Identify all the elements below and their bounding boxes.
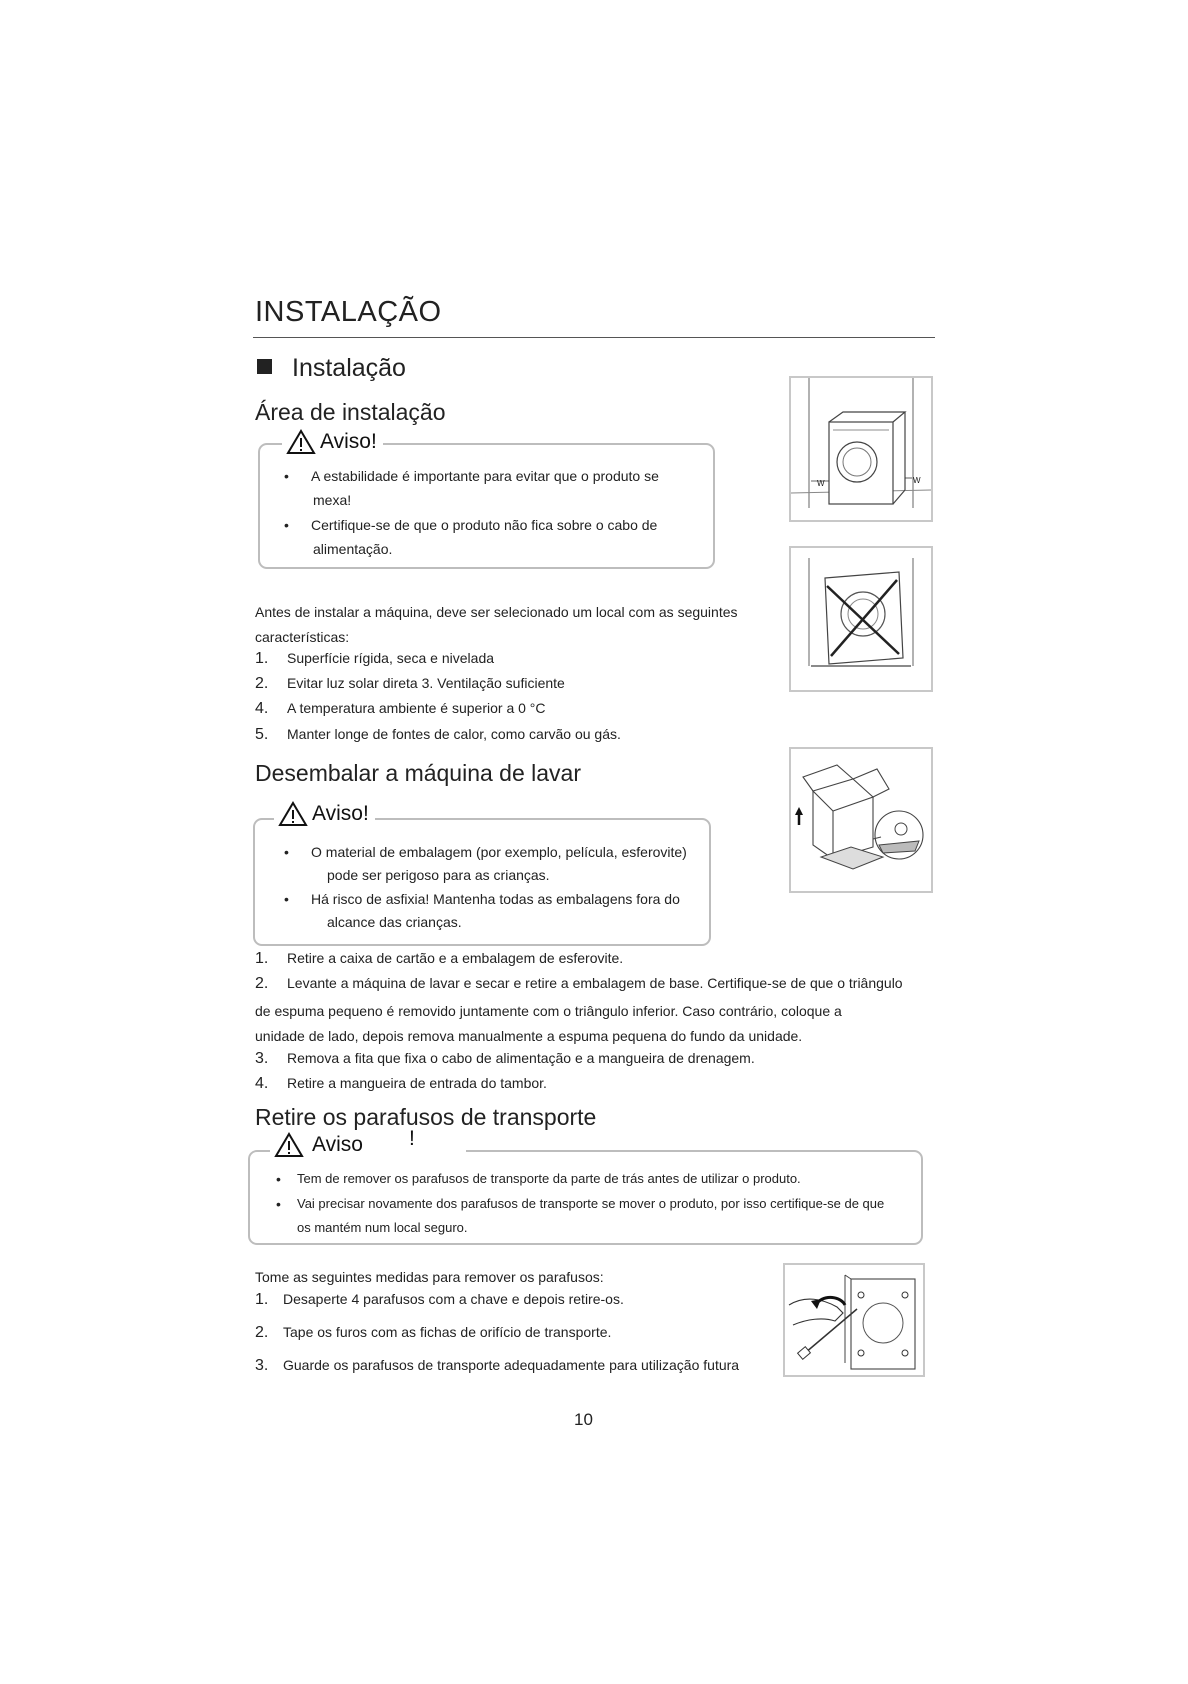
bolts-step: 1. Desaperte 4 parafusos com a chave e depois retire-os. [255,1291,624,1308]
page-title: INSTALAÇÃO [255,296,442,328]
figure-label-w-left: W [817,479,825,488]
figure-not-allowed [789,546,933,692]
unpack-step-cont: de espuma pequeno é removido juntamente com o triângulo inferior. Caso contrário, coloque a [255,1003,842,1019]
bolts-intro: Tome as seguintes medidas para remover os parafusos: [255,1269,604,1285]
area-warning-item-cont: alimentação. [313,541,393,557]
bolts-step: 3. Guarde os parafusos de transporte adequadamente para utilização futura [255,1357,740,1374]
unpack-step: 3. Remova a fita que fixa o cabo de alimentação e a mangueira de drenagem. [255,1050,755,1067]
area-intro-line: características: [255,629,350,645]
unpack-step: 1. Retire a caixa de cartão e a embalagem de esferovite. [255,950,624,967]
square-bullet-icon [257,359,272,374]
area-warning-item: • Certifique-se de que o produto não fica sobre o cabo de [284,517,658,533]
unpack-step: 4. Retire a mangueira de entrada do tambor. [255,1075,547,1092]
area-list-item: 2. Evitar luz solar direta 3. Ventilação suficiente [255,675,565,692]
title-divider [253,337,935,338]
unpack-warning-item-cont: pode ser perigoso para as crianças. [327,867,550,883]
bolts-heading: Retire os parafusos de transporte [255,1104,597,1130]
figure-bolts [783,1263,925,1377]
unpack-step-cont: unidade de lado, depois remova manualmente a espuma pequena do fundo da unidade. [255,1028,803,1044]
unpacking-box-illustration [791,749,931,891]
unpack-step: 2. Levante a máquina de lavar e secar e retire a embalagem de base. Certifique-se de que o triângulo [255,975,903,992]
warning-label-text: Aviso [312,1133,363,1156]
warning-triangle-icon [278,801,308,827]
warning-label-text: Aviso! [312,802,369,825]
area-intro-line: Antes de instalar a máquina, deve ser selecionado um local com as seguintes [255,604,738,620]
unpack-warning-item-cont: alcance das crianças. [327,914,462,930]
unpack-heading: Desembalar a máquina de lavar [255,760,582,786]
warning-triangle-icon [274,1132,304,1158]
area-warning-item-cont: mexa! [313,492,352,508]
figure-label-w-right: W [913,476,921,485]
warning-triangle-icon [286,429,316,455]
figure-unpacking [789,747,933,893]
unpack-warning-item: • Há risco de asfixia! Mantenha todas as embalagens fora do [284,891,680,907]
area-warning-item: • A estabilidade é importante para evitar que o produto se [284,468,659,484]
figure-clearance [789,376,933,522]
area-list-item: 1. Superfície rígida, seca e nivelada [255,650,495,667]
unpack-warning-label [274,801,375,827]
bolts-warning-label [270,1127,466,1158]
bolts-warning-item: • Tem de remover os parafusos de transporte da parte de trás antes de utilizar o produto. [276,1171,801,1187]
page-number: 10 [574,1410,593,1429]
bolts-warning-item: • Vai precisar novamente dos parafusos de transporte se mover o produto, por isso certifique-se de que [276,1196,885,1212]
area-list-item: 4. A temperatura ambiente é superior a 0 °C [255,700,546,717]
warning-exclamation: ! [408,1127,415,1150]
warning-label-text: Aviso! [320,430,377,453]
bolts-warning-item-cont: os mantém num local seguro. [297,1220,468,1235]
section-heading [257,354,406,383]
section-title: Instalação [292,354,406,382]
crossed-machine-illustration [791,548,931,690]
area-warning-label [282,429,383,455]
area-list-item: 5. Manter longe de fontes de calor, como carvão ou gás. [255,726,621,743]
bolts-step: 2. Tape os furos com as fichas de orifício de transporte. [255,1324,612,1341]
area-heading: Área de instalação [255,399,446,425]
unpack-warning-item: • O material de embalagem (por exemplo, película, esferovite) [284,844,687,860]
washing-machine-niche-illustration [791,378,931,520]
bolt-removal-illustration [785,1265,923,1375]
